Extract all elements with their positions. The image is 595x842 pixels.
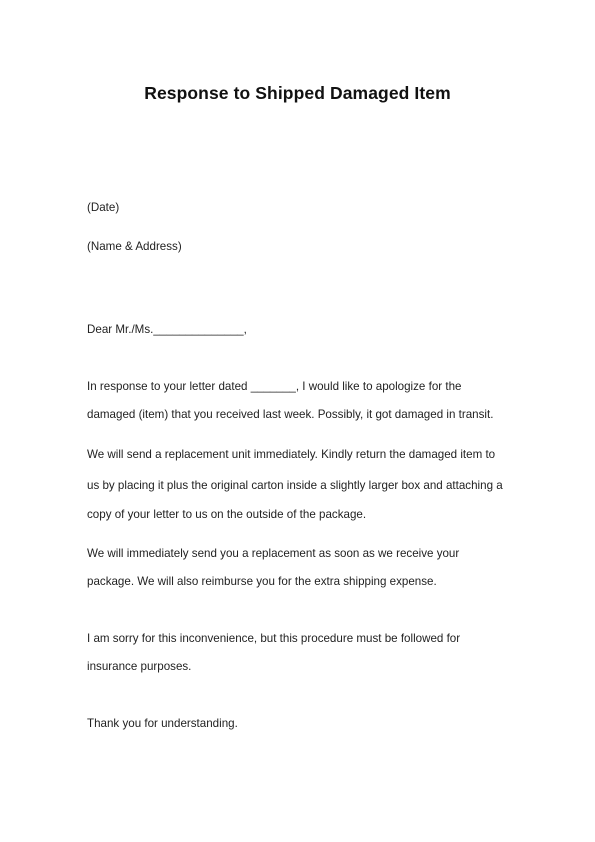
- paragraph-1-line-1: In response to your letter dated _______, I would like to apologize for the: [87, 380, 462, 393]
- document-title: Response to Shipped Damaged Item: [144, 83, 451, 103]
- paragraph-3-line-1: We will immediately send you a replacement as soon as we receive your: [87, 547, 460, 560]
- salutation: Dear Mr./Ms.______________,: [87, 323, 247, 336]
- paragraph-1-line-2: damaged (item) that you received last week. Possibly, it got damaged in transit.: [87, 408, 494, 421]
- paragraph-4-line-2: insurance purposes.: [87, 660, 192, 673]
- paragraph-3-line-2: package. We will also reimburse you for the extra shipping expense.: [87, 575, 437, 588]
- paragraph-4-line-1: I am sorry for this inconvenience, but this procedure must be followed for: [87, 632, 461, 645]
- date-placeholder: (Date): [87, 201, 120, 214]
- paragraph-2-line-3: copy of your letter to us on the outside of the package.: [87, 508, 367, 521]
- closing: Thank you for understanding.: [87, 717, 238, 730]
- paragraph-2-line-1: We will send a replacement unit immediately. Kindly return the damaged item to: [87, 448, 496, 461]
- paragraph-2-line-2: us by placing it plus the original carton inside a slightly larger box and attaching a: [87, 479, 503, 492]
- name-address-placeholder: (Name & Address): [87, 240, 182, 253]
